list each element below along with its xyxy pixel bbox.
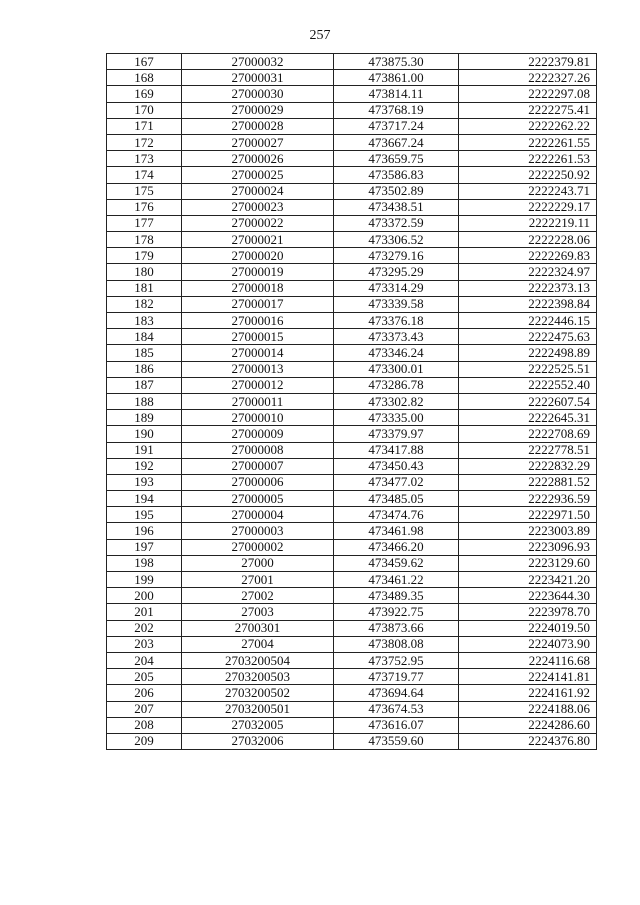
y-coordinate-cell: 2224286.60 bbox=[459, 717, 597, 733]
x-coordinate-cell: 473768.19 bbox=[334, 102, 459, 118]
point-id-cell: 27000008 bbox=[182, 442, 334, 458]
x-coordinate-cell: 473875.30 bbox=[334, 54, 459, 70]
table-row bbox=[107, 458, 597, 474]
x-coordinate-cell: 473861.00 bbox=[334, 70, 459, 86]
y-coordinate-cell: 2222778.51 bbox=[459, 442, 597, 458]
x-coordinate-cell: 473438.51 bbox=[334, 199, 459, 215]
x-coordinate-cell: 473659.75 bbox=[334, 151, 459, 167]
row-number-cell: 202 bbox=[107, 620, 182, 636]
y-coordinate-cell: 2223644.30 bbox=[459, 588, 597, 604]
point-id-cell: 27000009 bbox=[182, 426, 334, 442]
table-row bbox=[107, 620, 597, 636]
x-coordinate-cell: 473922.75 bbox=[334, 604, 459, 620]
table-row bbox=[107, 685, 597, 701]
x-coordinate-cell: 473466.20 bbox=[334, 539, 459, 555]
row-number-cell: 183 bbox=[107, 313, 182, 329]
row-number-cell: 175 bbox=[107, 183, 182, 199]
y-coordinate-cell: 2222971.50 bbox=[459, 507, 597, 523]
point-id-cell: 27000016 bbox=[182, 313, 334, 329]
table-row bbox=[107, 377, 597, 393]
table-row bbox=[107, 474, 597, 490]
point-id-cell: 27000019 bbox=[182, 264, 334, 280]
table-row bbox=[107, 361, 597, 377]
row-number-cell: 191 bbox=[107, 442, 182, 458]
x-coordinate-cell: 473814.11 bbox=[334, 86, 459, 102]
point-id-cell: 27000028 bbox=[182, 118, 334, 134]
table-row bbox=[107, 151, 597, 167]
point-id-cell: 27000002 bbox=[182, 539, 334, 555]
y-coordinate-cell: 2222373.13 bbox=[459, 280, 597, 296]
row-number-cell: 177 bbox=[107, 215, 182, 231]
point-id-cell: 2703200504 bbox=[182, 652, 334, 668]
y-coordinate-cell: 2223096.93 bbox=[459, 539, 597, 555]
point-id-cell: 27000015 bbox=[182, 329, 334, 345]
y-coordinate-cell: 2223978.70 bbox=[459, 604, 597, 620]
table-row bbox=[107, 264, 597, 280]
x-coordinate-cell: 473302.82 bbox=[334, 393, 459, 409]
point-id-cell: 27000 bbox=[182, 555, 334, 571]
y-coordinate-cell: 2224141.81 bbox=[459, 669, 597, 685]
y-coordinate-cell: 2222607.54 bbox=[459, 393, 597, 409]
x-coordinate-cell: 473873.66 bbox=[334, 620, 459, 636]
y-coordinate-cell: 2222881.52 bbox=[459, 474, 597, 490]
table-row bbox=[107, 733, 597, 749]
point-id-cell: 27000018 bbox=[182, 280, 334, 296]
table-row bbox=[107, 652, 597, 668]
row-number-cell: 170 bbox=[107, 102, 182, 118]
x-coordinate-cell: 473450.43 bbox=[334, 458, 459, 474]
x-coordinate-cell: 473502.89 bbox=[334, 183, 459, 199]
row-number-cell: 206 bbox=[107, 685, 182, 701]
table-row bbox=[107, 588, 597, 604]
y-coordinate-cell: 2222219.11 bbox=[459, 215, 597, 231]
x-coordinate-cell: 473808.08 bbox=[334, 636, 459, 652]
table-row bbox=[107, 701, 597, 717]
point-id-cell: 27000014 bbox=[182, 345, 334, 361]
y-coordinate-cell: 2222269.83 bbox=[459, 248, 597, 264]
table-row bbox=[107, 507, 597, 523]
row-number-cell: 171 bbox=[107, 118, 182, 134]
y-coordinate-cell: 2224188.06 bbox=[459, 701, 597, 717]
x-coordinate-cell: 473346.24 bbox=[334, 345, 459, 361]
point-id-cell: 27000011 bbox=[182, 393, 334, 409]
y-coordinate-cell: 2222708.69 bbox=[459, 426, 597, 442]
x-coordinate-cell: 473489.35 bbox=[334, 588, 459, 604]
x-coordinate-cell: 473335.00 bbox=[334, 410, 459, 426]
row-number-cell: 208 bbox=[107, 717, 182, 733]
x-coordinate-cell: 473559.60 bbox=[334, 733, 459, 749]
x-coordinate-cell: 473461.98 bbox=[334, 523, 459, 539]
x-coordinate-cell: 473279.16 bbox=[334, 248, 459, 264]
row-number-cell: 197 bbox=[107, 539, 182, 555]
x-coordinate-cell: 473667.24 bbox=[334, 134, 459, 150]
y-coordinate-cell: 2222475.63 bbox=[459, 329, 597, 345]
table-row bbox=[107, 102, 597, 118]
row-number-cell: 181 bbox=[107, 280, 182, 296]
table-row bbox=[107, 572, 597, 588]
table-row bbox=[107, 215, 597, 231]
point-id-cell: 27000003 bbox=[182, 523, 334, 539]
table-row bbox=[107, 426, 597, 442]
point-id-cell: 27004 bbox=[182, 636, 334, 652]
x-coordinate-cell: 473694.64 bbox=[334, 685, 459, 701]
point-id-cell: 27000020 bbox=[182, 248, 334, 264]
row-number-cell: 205 bbox=[107, 669, 182, 685]
point-id-cell: 27000005 bbox=[182, 491, 334, 507]
row-number-cell: 195 bbox=[107, 507, 182, 523]
point-id-cell: 27000022 bbox=[182, 215, 334, 231]
row-number-cell: 179 bbox=[107, 248, 182, 264]
row-number-cell: 182 bbox=[107, 296, 182, 312]
point-id-cell: 27000017 bbox=[182, 296, 334, 312]
y-coordinate-cell: 2222446.15 bbox=[459, 313, 597, 329]
table-row bbox=[107, 442, 597, 458]
x-coordinate-cell: 473474.76 bbox=[334, 507, 459, 523]
row-number-cell: 169 bbox=[107, 86, 182, 102]
y-coordinate-cell: 2222275.41 bbox=[459, 102, 597, 118]
coordinates-table bbox=[106, 53, 597, 750]
point-id-cell: 27032005 bbox=[182, 717, 334, 733]
table-row bbox=[107, 280, 597, 296]
x-coordinate-cell: 473295.29 bbox=[334, 264, 459, 280]
table-row bbox=[107, 410, 597, 426]
point-id-cell: 27000012 bbox=[182, 377, 334, 393]
row-number-cell: 168 bbox=[107, 70, 182, 86]
y-coordinate-cell: 2222645.31 bbox=[459, 410, 597, 426]
table-row bbox=[107, 491, 597, 507]
y-coordinate-cell: 2222262.22 bbox=[459, 118, 597, 134]
table-row bbox=[107, 636, 597, 652]
x-coordinate-cell: 473314.29 bbox=[334, 280, 459, 296]
row-number-cell: 185 bbox=[107, 345, 182, 361]
page-number: 257 bbox=[309, 28, 331, 43]
point-id-cell: 2700301 bbox=[182, 620, 334, 636]
y-coordinate-cell: 2222552.40 bbox=[459, 377, 597, 393]
row-number-cell: 201 bbox=[107, 604, 182, 620]
point-id-cell: 27000007 bbox=[182, 458, 334, 474]
y-coordinate-cell: 2224019.50 bbox=[459, 620, 597, 636]
x-coordinate-cell: 473477.02 bbox=[334, 474, 459, 490]
point-id-cell: 27000027 bbox=[182, 134, 334, 150]
table-row bbox=[107, 329, 597, 345]
row-number-cell: 174 bbox=[107, 167, 182, 183]
row-number-cell: 200 bbox=[107, 588, 182, 604]
y-coordinate-cell: 2222228.06 bbox=[459, 232, 597, 248]
row-number-cell: 189 bbox=[107, 410, 182, 426]
table-row bbox=[107, 669, 597, 685]
row-number-cell: 172 bbox=[107, 134, 182, 150]
table-row bbox=[107, 232, 597, 248]
row-number-cell: 180 bbox=[107, 264, 182, 280]
point-id-cell: 27000006 bbox=[182, 474, 334, 490]
row-number-cell: 207 bbox=[107, 701, 182, 717]
table-body bbox=[107, 54, 597, 750]
point-id-cell: 27032006 bbox=[182, 733, 334, 749]
y-coordinate-cell: 2224116.68 bbox=[459, 652, 597, 668]
y-coordinate-cell: 2222250.92 bbox=[459, 167, 597, 183]
point-id-cell: 27003 bbox=[182, 604, 334, 620]
y-coordinate-cell: 2222398.84 bbox=[459, 296, 597, 312]
table-row bbox=[107, 199, 597, 215]
table-row bbox=[107, 393, 597, 409]
x-coordinate-cell: 473485.05 bbox=[334, 491, 459, 507]
y-coordinate-cell: 2222324.97 bbox=[459, 264, 597, 280]
table-row bbox=[107, 523, 597, 539]
y-coordinate-cell: 2222498.89 bbox=[459, 345, 597, 361]
row-number-cell: 204 bbox=[107, 652, 182, 668]
point-id-cell: 27000026 bbox=[182, 151, 334, 167]
y-coordinate-cell: 2223129.60 bbox=[459, 555, 597, 571]
point-id-cell: 27000025 bbox=[182, 167, 334, 183]
y-coordinate-cell: 2222379.81 bbox=[459, 54, 597, 70]
row-number-cell: 186 bbox=[107, 361, 182, 377]
row-number-cell: 167 bbox=[107, 54, 182, 70]
table-row bbox=[107, 296, 597, 312]
table-row bbox=[107, 54, 597, 70]
x-coordinate-cell: 473459.62 bbox=[334, 555, 459, 571]
x-coordinate-cell: 473372.59 bbox=[334, 215, 459, 231]
row-number-cell: 173 bbox=[107, 151, 182, 167]
y-coordinate-cell: 2222936.59 bbox=[459, 491, 597, 507]
y-coordinate-cell: 2222832.29 bbox=[459, 458, 597, 474]
row-number-cell: 192 bbox=[107, 458, 182, 474]
point-id-cell: 27000024 bbox=[182, 183, 334, 199]
x-coordinate-cell: 473616.07 bbox=[334, 717, 459, 733]
table-row bbox=[107, 717, 597, 733]
point-id-cell: 27002 bbox=[182, 588, 334, 604]
y-coordinate-cell: 2222525.51 bbox=[459, 361, 597, 377]
row-number-cell: 178 bbox=[107, 232, 182, 248]
x-coordinate-cell: 473379.97 bbox=[334, 426, 459, 442]
y-coordinate-cell: 2222297.08 bbox=[459, 86, 597, 102]
x-coordinate-cell: 473339.58 bbox=[334, 296, 459, 312]
row-number-cell: 184 bbox=[107, 329, 182, 345]
table-row bbox=[107, 134, 597, 150]
row-number-cell: 190 bbox=[107, 426, 182, 442]
table-row bbox=[107, 313, 597, 329]
table-row bbox=[107, 555, 597, 571]
table-row bbox=[107, 539, 597, 555]
x-coordinate-cell: 473300.01 bbox=[334, 361, 459, 377]
table-row bbox=[107, 167, 597, 183]
x-coordinate-cell: 473752.95 bbox=[334, 652, 459, 668]
y-coordinate-cell: 2222327.26 bbox=[459, 70, 597, 86]
row-number-cell: 209 bbox=[107, 733, 182, 749]
point-id-cell: 27001 bbox=[182, 572, 334, 588]
x-coordinate-cell: 473306.52 bbox=[334, 232, 459, 248]
row-number-cell: 193 bbox=[107, 474, 182, 490]
table-row bbox=[107, 70, 597, 86]
y-coordinate-cell: 2223421.20 bbox=[459, 572, 597, 588]
x-coordinate-cell: 473719.77 bbox=[334, 669, 459, 685]
row-number-cell: 194 bbox=[107, 491, 182, 507]
x-coordinate-cell: 473586.83 bbox=[334, 167, 459, 183]
point-id-cell: 27000030 bbox=[182, 86, 334, 102]
row-number-cell: 176 bbox=[107, 199, 182, 215]
table-row bbox=[107, 604, 597, 620]
x-coordinate-cell: 473717.24 bbox=[334, 118, 459, 134]
row-number-cell: 196 bbox=[107, 523, 182, 539]
table-row bbox=[107, 345, 597, 361]
y-coordinate-cell: 2222261.55 bbox=[459, 134, 597, 150]
point-id-cell: 27000004 bbox=[182, 507, 334, 523]
point-id-cell: 27000032 bbox=[182, 54, 334, 70]
row-number-cell: 203 bbox=[107, 636, 182, 652]
table-row bbox=[107, 248, 597, 264]
x-coordinate-cell: 473376.18 bbox=[334, 313, 459, 329]
y-coordinate-cell: 2222243.71 bbox=[459, 183, 597, 199]
y-coordinate-cell: 2223003.89 bbox=[459, 523, 597, 539]
point-id-cell: 2703200503 bbox=[182, 669, 334, 685]
row-number-cell: 199 bbox=[107, 572, 182, 588]
x-coordinate-cell: 473417.88 bbox=[334, 442, 459, 458]
table-row bbox=[107, 183, 597, 199]
x-coordinate-cell: 473461.22 bbox=[334, 572, 459, 588]
point-id-cell: 27000021 bbox=[182, 232, 334, 248]
y-coordinate-cell: 2222261.53 bbox=[459, 151, 597, 167]
table-row bbox=[107, 118, 597, 134]
y-coordinate-cell: 2222229.17 bbox=[459, 199, 597, 215]
point-id-cell: 27000029 bbox=[182, 102, 334, 118]
row-number-cell: 198 bbox=[107, 555, 182, 571]
y-coordinate-cell: 2224376.80 bbox=[459, 733, 597, 749]
x-coordinate-cell: 473373.43 bbox=[334, 329, 459, 345]
y-coordinate-cell: 2224161.92 bbox=[459, 685, 597, 701]
x-coordinate-cell: 473674.53 bbox=[334, 701, 459, 717]
point-id-cell: 2703200501 bbox=[182, 701, 334, 717]
point-id-cell: 27000031 bbox=[182, 70, 334, 86]
row-number-cell: 188 bbox=[107, 393, 182, 409]
point-id-cell: 27000010 bbox=[182, 410, 334, 426]
table-row bbox=[107, 86, 597, 102]
point-id-cell: 2703200502 bbox=[182, 685, 334, 701]
point-id-cell: 27000013 bbox=[182, 361, 334, 377]
point-id-cell: 27000023 bbox=[182, 199, 334, 215]
y-coordinate-cell: 2224073.90 bbox=[459, 636, 597, 652]
x-coordinate-cell: 473286.78 bbox=[334, 377, 459, 393]
row-number-cell: 187 bbox=[107, 377, 182, 393]
